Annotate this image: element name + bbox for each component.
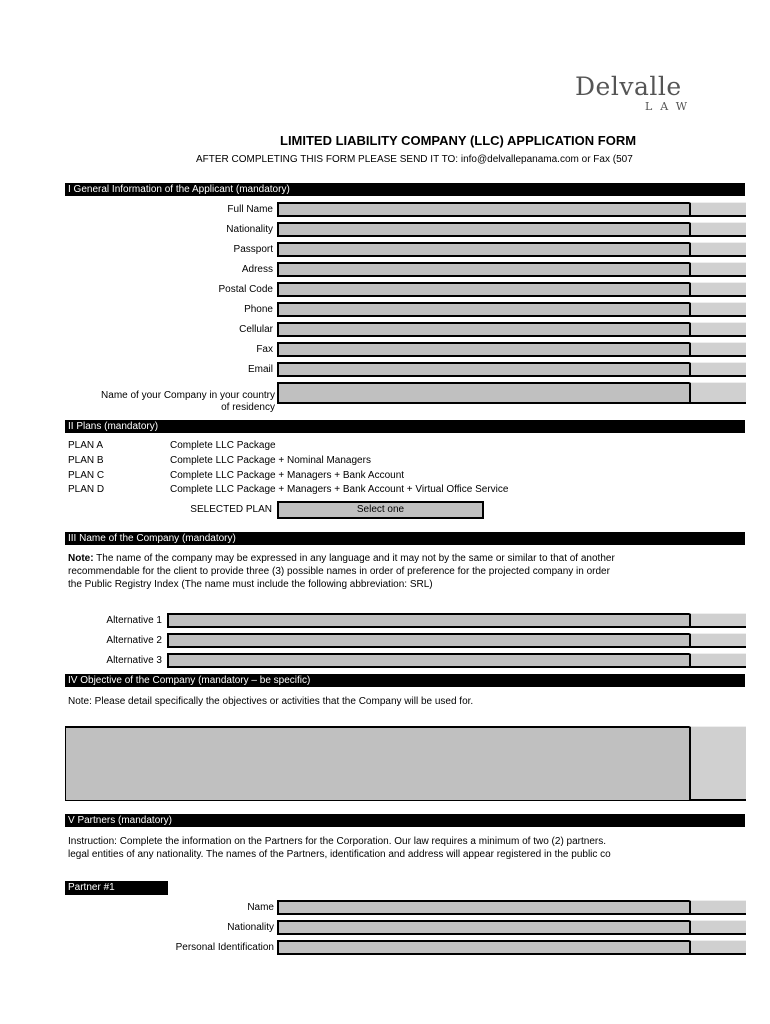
alternative-1-field[interactable]	[167, 613, 689, 628]
plan-c-description: Complete LLC Package + Managers + Bank Account	[170, 470, 405, 481]
company-logo-subtext: LAW	[645, 100, 696, 113]
nationality-field[interactable]	[277, 222, 689, 237]
alternative-2-field[interactable]	[167, 633, 689, 648]
partner-id-field-extension	[689, 940, 746, 955]
partners-instruction-line1: Instruction: Complete the information on the Partners for the Corporation. Our law requires a minimum of two (2) partners.	[68, 836, 607, 847]
alternative-3-field[interactable]	[167, 653, 689, 668]
phone-field[interactable]	[277, 302, 689, 317]
objective-textarea-extension	[689, 726, 746, 801]
company-logo: Delvalle	[575, 72, 682, 101]
alternative-3-label: Alternative 3	[106, 655, 162, 666]
alternative-1-field-extension	[689, 613, 746, 628]
plan-a-code: PLAN A	[68, 440, 104, 451]
full-name-field[interactable]	[277, 202, 689, 217]
partner-name-field[interactable]	[277, 900, 689, 915]
form-subtitle: AFTER COMPLETING THIS FORM PLEASE SEND IT TO: info@delvallepanama.com or Fax (507	[196, 154, 633, 165]
alternative-2-field-extension	[689, 633, 746, 648]
company-name-label-line1: Name of your Company in your country	[101, 390, 275, 401]
partners-instruction-line2: legal entities of any nationality. The names of the Partners, identification and address will appear registered in the public co	[68, 849, 611, 860]
partner-nationality-label: Nationality	[227, 922, 274, 933]
address-field-extension	[689, 262, 746, 277]
fax-field-extension	[689, 342, 746, 357]
full-name-field-extension	[689, 202, 746, 217]
full-name-label: Full Name	[227, 204, 273, 215]
company-name-note-line3: the Public Registry Index (The name must include the following abbreviation: SRL)	[68, 579, 433, 590]
section-plans-header: II Plans (mandatory)	[65, 420, 745, 433]
alternative-1-label: Alternative 1	[106, 615, 162, 626]
alternative-3-field-extension	[689, 653, 746, 668]
partner-name-label: Name	[247, 902, 274, 913]
fax-field[interactable]	[277, 342, 689, 357]
plan-d-code: PLAN D	[68, 484, 105, 495]
plan-a-description: Complete LLC Package	[170, 440, 276, 451]
nationality-label: Nationality	[226, 224, 273, 235]
section-company-name-header: III Name of the Company (mandatory)	[65, 532, 745, 545]
cellular-field-extension	[689, 322, 746, 337]
partner-nationality-field-extension	[689, 920, 746, 935]
company-name-home-field[interactable]	[277, 382, 689, 404]
partner-name-field-extension	[689, 900, 746, 915]
company-name-note-line2: recommendable for the client to provide three (3) possible names in order of preference for the projected company in order	[68, 566, 610, 577]
company-name-label-line2: of residency	[221, 402, 275, 413]
selected-plan-dropdown[interactable]: Select one	[277, 501, 484, 519]
alternative-2-label: Alternative 2	[106, 635, 162, 646]
nationality-field-extension	[689, 222, 746, 237]
phone-label: Phone	[244, 304, 273, 315]
cellular-field[interactable]	[277, 322, 689, 337]
postal-code-label: Postal Code	[218, 284, 273, 295]
postal-code-field[interactable]	[277, 282, 689, 297]
cellular-label: Cellular	[239, 324, 273, 335]
objective-textarea[interactable]	[65, 726, 690, 801]
section-general-info-header: I General Information of the Applicant (mandatory)	[65, 183, 745, 196]
postal-code-field-extension	[689, 282, 746, 297]
passport-label: Passport	[233, 244, 273, 255]
email-field[interactable]	[277, 362, 689, 377]
email-label: Email	[247, 364, 273, 375]
fax-label: Fax	[256, 344, 273, 355]
plan-c-code: PLAN C	[68, 470, 105, 481]
plan-b-code: PLAN B	[68, 455, 104, 466]
passport-field[interactable]	[277, 242, 689, 257]
note-bold-label: Note:	[68, 553, 94, 564]
email-field-extension	[689, 362, 746, 377]
objective-note: Note: Please detail specifically the objectives or activities that the Company will be used for.	[68, 696, 474, 707]
company-name-home-field-extension	[689, 382, 746, 404]
partner-nationality-field[interactable]	[277, 920, 689, 935]
partner-id-label: Personal Identification	[175, 942, 274, 953]
phone-field-extension	[689, 302, 746, 317]
plan-b-description: Complete LLC Package + Nominal Managers	[170, 455, 371, 466]
passport-field-extension	[689, 242, 746, 257]
note-text: The name of the company may be expressed in any language and it may not by the same or similar to that of another	[93, 553, 615, 564]
section-partners-header: V Partners (mandatory)	[65, 814, 745, 827]
address-field[interactable]	[277, 262, 689, 277]
selected-plan-label: SELECTED PLAN	[190, 504, 272, 515]
company-name-note-line1	[68, 553, 690, 566]
form-title: LIMITED LIABILITY COMPANY (LLC) APPLICATION FORM	[280, 133, 637, 148]
partner-1-header: Partner #1	[65, 881, 168, 895]
plan-d-description: Complete LLC Package + Managers + Bank Account + Virtual Office Service	[170, 484, 509, 495]
address-label: Adress	[241, 264, 273, 275]
partner-id-field[interactable]	[277, 940, 689, 955]
section-objective-header: IV Objective of the Company (mandatory – be specific)	[65, 674, 745, 687]
